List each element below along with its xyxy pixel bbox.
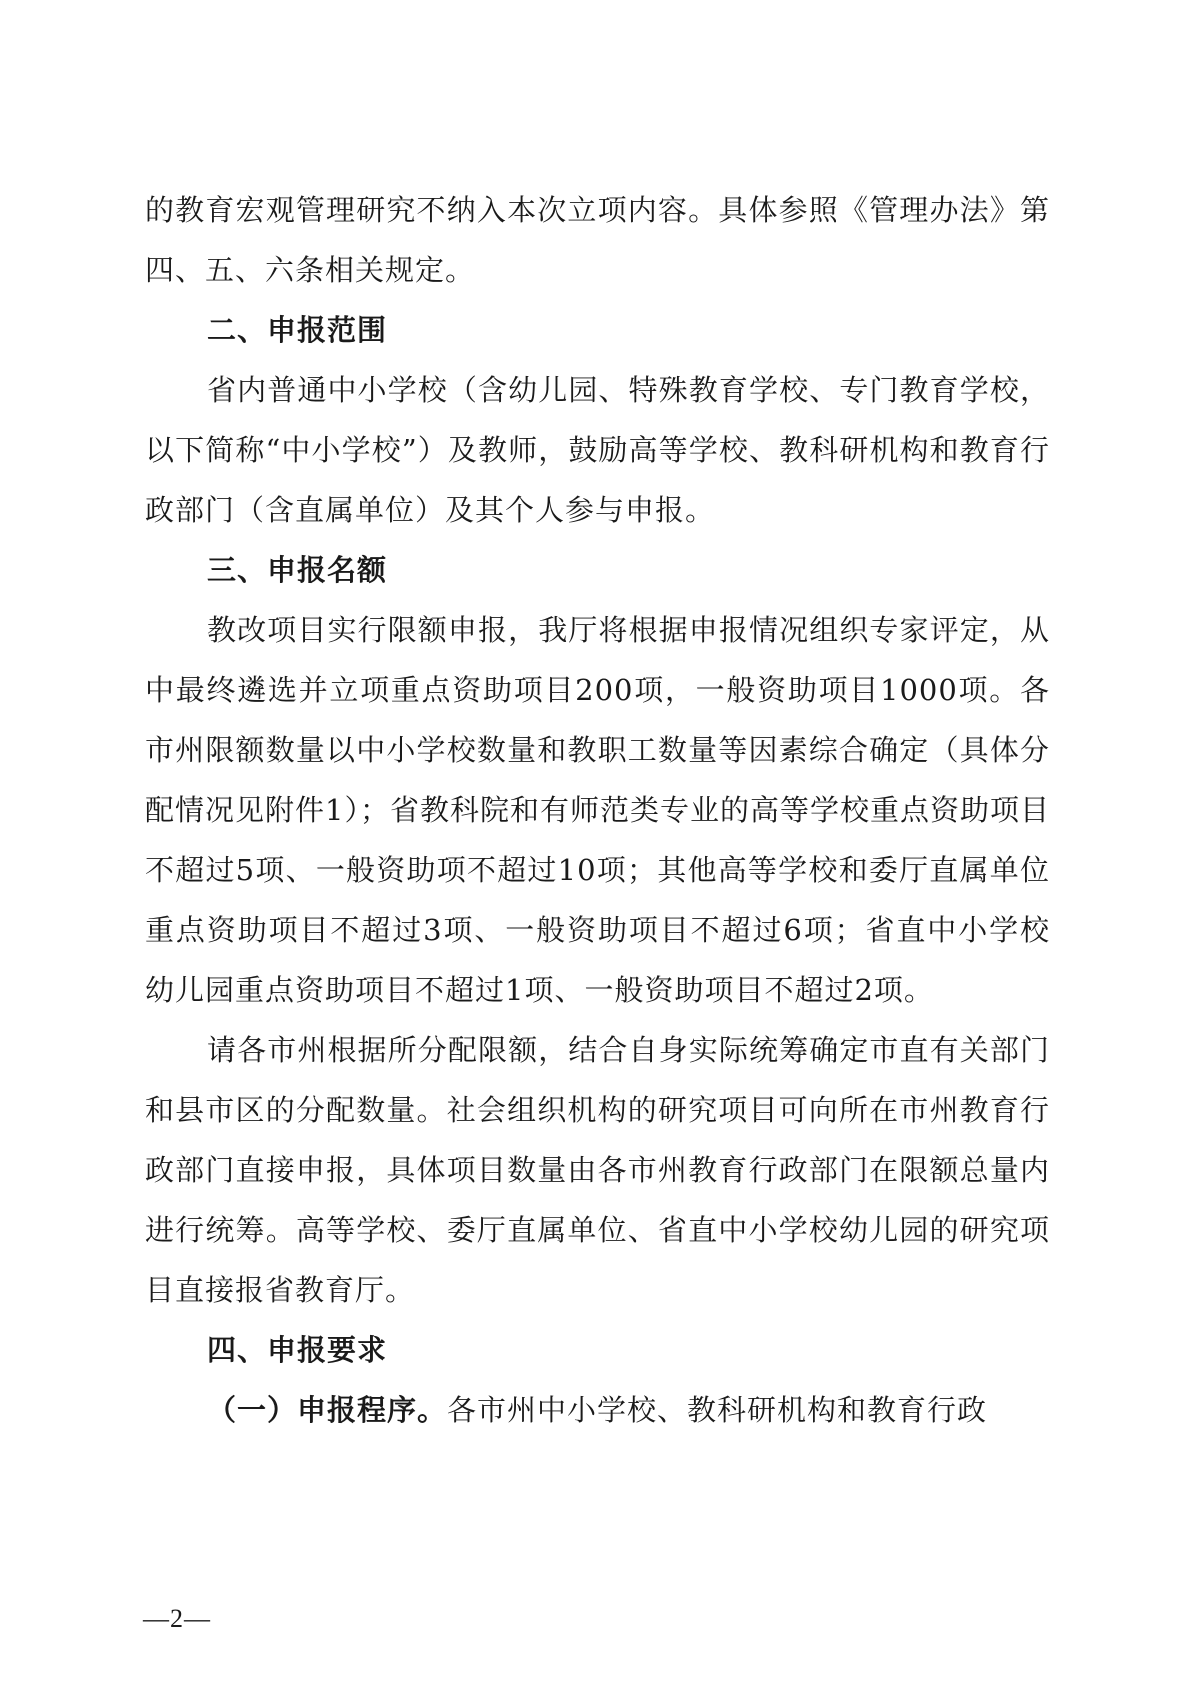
- paragraph-procedure-text: 各市州中小学校、教科研机构和教育行政: [447, 1393, 988, 1427]
- paragraph-quota: 教改项目实行限额申报，我厅将根据申报情况组织专家评定，从中最终遴选并立项重点资助项目200项，一般资助项目1000项。各市州限额数量以中小学校数量和教职工数量等因素综合确定（具体分配情况见附件1）；省教科院和有师范类专业的高等学校重点资助项目不超过5项、一般资助项不超过10项；其他高等学校和委厅直属单位重点资助项目不超过3项、一般资助项目不超过6项；省直中小学校幼儿园重点资助项目不超过1项、一般资助项目不超过2项。: [145, 613, 1050, 1007]
- document-body: [145, 180, 1050, 1440]
- subheading-procedure: （一）申报程序。: [207, 1393, 448, 1427]
- section-heading-scope: 二、申报范围: [207, 313, 388, 347]
- paragraph-allocation: 请各市州根据所分配限额，结合自身实际统筹确定市直有关部门和县市区的分配数量。社会组织机构的研究项目可向所在市州教育行政部门直接申报，具体项目数量由各市州教育行政部门在限额总量内进行统筹。高等学校、委厅直属单位、省直中小学校幼儿园的研究项目直接报省教育厅。: [145, 1033, 1050, 1307]
- paragraph-scope: 省内普通中小学校（含幼儿园、特殊教育学校、专门教育学校，以下简称“中小学校”）及教师，鼓励高等学校、教科研机构和教育行政部门（含直属单位）及其个人参与申报。: [145, 373, 1050, 527]
- section-heading-requirements: 四、申报要求: [207, 1333, 388, 1367]
- paragraph-procedure: [145, 1380, 1050, 1440]
- section-heading-quota: 三、申报名额: [207, 553, 388, 587]
- paragraph-intro: 的教育宏观管理研究不纳入本次立项内容。具体参照《管理办法》第四、五、六条相关规定。: [145, 193, 1050, 287]
- page-number: —2—: [143, 1604, 211, 1633]
